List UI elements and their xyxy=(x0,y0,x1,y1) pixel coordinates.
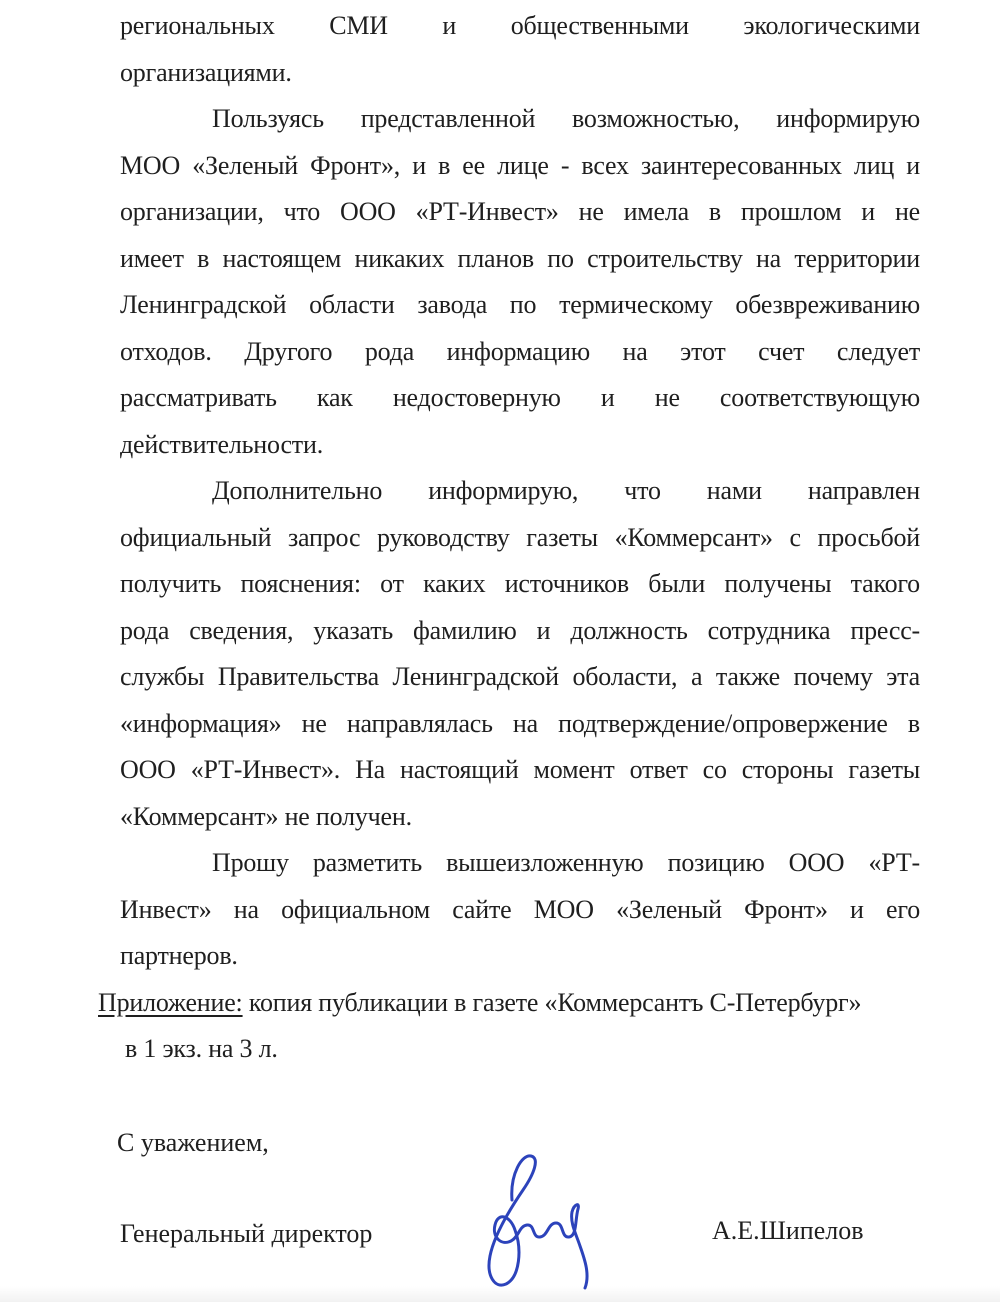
salutation: С уважением, xyxy=(117,1128,269,1157)
attachment-label: Приложение: xyxy=(98,987,243,1017)
body-line: ООО «РТ-Инвест». На настоящий момент ответ со стороны газеты xyxy=(120,755,920,784)
body-line: организациями. xyxy=(120,57,292,87)
body-line: официальный запрос руководству газеты «Коммерсант» с просьбой xyxy=(120,522,920,552)
attachment-line xyxy=(98,980,940,1027)
body-line: отходов. Другого рода информацию на этот счет следует xyxy=(120,336,920,366)
body-line: МОО «Зеленый Фронт», и в ее лице - всех заинтересованных лиц и xyxy=(120,150,920,180)
body-line: организации, что ООО «РТ-Инвест» не имела в прошлом и не xyxy=(120,197,920,226)
body-line: получить пояснения: от каких источников были получены такого xyxy=(120,569,920,598)
signer-name: А.Е.Шипелов xyxy=(712,1216,864,1245)
signature-ink-icon xyxy=(468,1146,608,1296)
body-line: рассматривать как недостоверную и не соответствующую xyxy=(120,383,920,412)
body-line: рода сведения, указать фамилию и должность сотрудника пресс- xyxy=(120,615,920,645)
body-line: службы Правительства Ленинградской оболасти, а также почему эта xyxy=(120,662,920,691)
body-line: Ленинградской области завода по термическому обезвреживанию xyxy=(120,290,920,319)
body-line: Инвест» на официальном сайте МОО «Зеленый Фронт» и его xyxy=(120,894,920,924)
letter-body xyxy=(98,3,920,1073)
body-line: Прошу разметить вышеизложенную позицию ООО «РТ- xyxy=(212,848,920,877)
body-line: партнеров. xyxy=(120,941,238,970)
body-line: действительности. xyxy=(120,429,323,459)
body-line: Дополнительно информирую, что нами направлен xyxy=(212,476,920,505)
attachment-text: копия публикации в газете «Коммерсантъ С-Петербург» xyxy=(242,987,862,1017)
signature-stroke xyxy=(489,1156,587,1288)
body-line: «информация» не направлялась на подтверждение/опровержение в xyxy=(120,708,920,738)
signer-title: Генеральный директор xyxy=(120,1219,373,1248)
body-line: Пользуясь представленной возможностью, информирую xyxy=(212,104,920,133)
body-line: региональных СМИ и общественными экологическими xyxy=(120,11,920,40)
body-line: «Коммерсант» не получен. xyxy=(120,801,412,831)
attachment-line-2: в 1 экз. на 3 л. xyxy=(125,1034,278,1063)
body-line: имеет в настоящем никаких планов по строительству на территории xyxy=(120,243,920,273)
